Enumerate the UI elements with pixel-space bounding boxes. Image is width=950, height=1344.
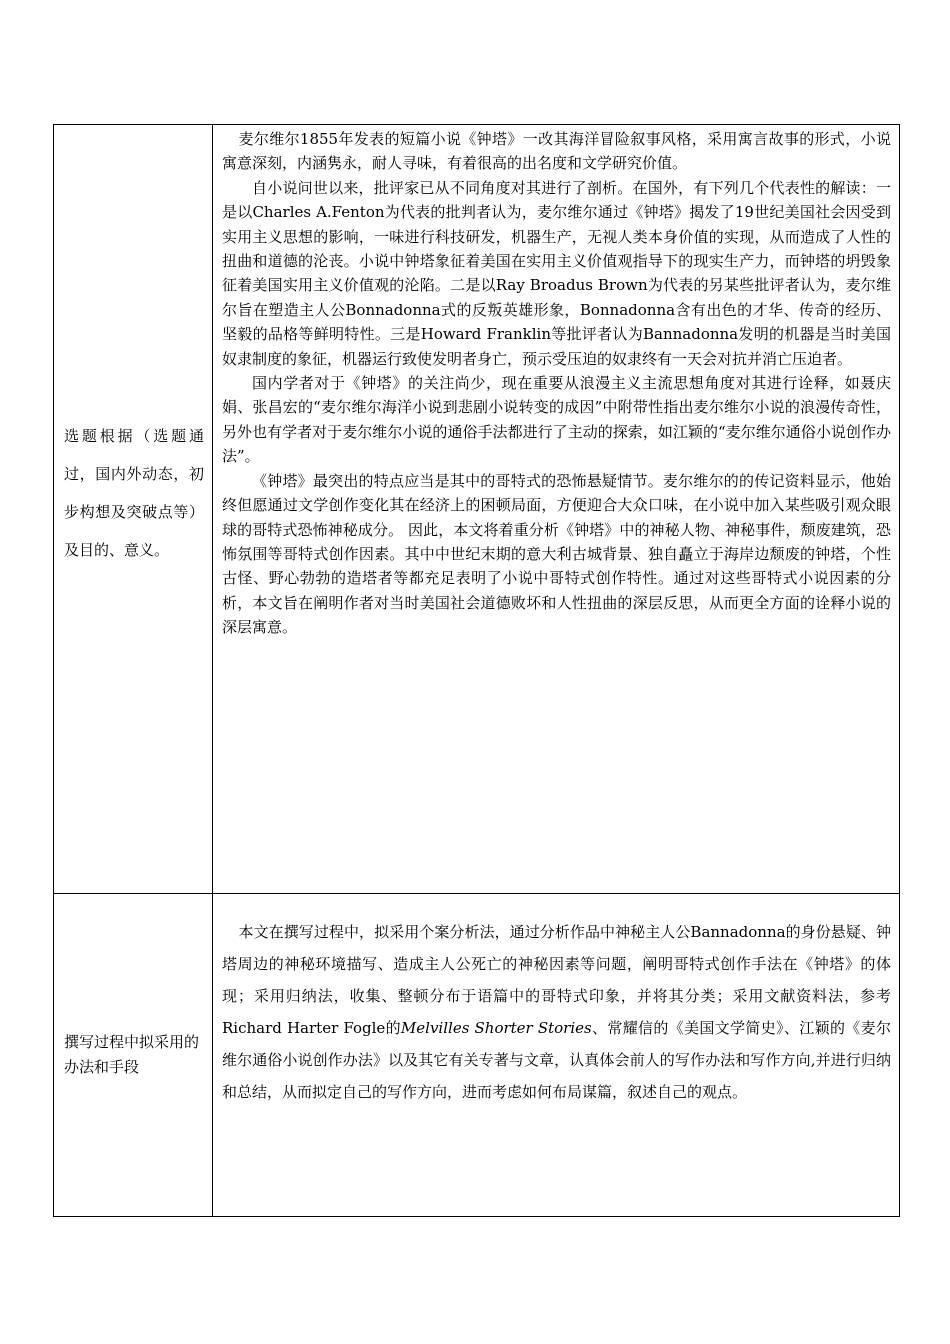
methods-label-cell [54,894,213,1217]
methods-content [213,894,899,1108]
topic-basis-row [54,125,900,894]
paragraph-foreign-criticism: 自小说问世以来，批评家已从不同角度对其进行了剖析。在国外，有下列几个代表性的解读：一是以Charles A.Fenton为代表的批判者认为，麦尔维尔通过《钟塔》揭发了19世纪美国社会因受到实用主义思想的影响，一味进行科技研发，机器生产，无视人类本身价值的实现，从而造成了人性的扭曲和道德的沦丧。小说中钟塔象征着美国在实用主义价值观指导下的现实生产力，而钟塔的坍毁象征着美国实用主义价值观的沦陷。二是以Ray Broadus Brown为代表的另某些批评者认为，麦尔维尔旨在塑造主人公Bonnadonna式的反叛英雄形象，Bonnadonna含有出色的才华、传奇的经历、坚毅的品格等鲜明特性。三是Howard Franklin等批评者认为Bannadonna发明的机器是当时美国奴隶制度的象征，机器运行致使发明者身亡，预示受压迫的奴隶终有一天会对抗并消亡压迫者。 [222,178,891,368]
methods-row [54,894,900,1217]
methods-text-part-1: 本文在撰写过程中，拟采用个案分析法，通过分析作品中神秘主人公Bannadonna的身份悬疑、钟塔周边的神秘环境描写、造成主人公死亡的神秘因素等问题，阐明哥特式创作手法在《钟塔》的体现；采用归纳法，收集、整顿分布于语篇中的哥特式印象，并将其分类；采用文献资料法，参考Richard Harter Fogle的 [222,923,891,1037]
proposal-form-table [53,124,900,1217]
topic-basis-content [213,125,899,640]
paragraph-intro: 麦尔维尔1855年发表的短篇小说《钟塔》一改其海洋冒险叙事风格，采用寓言故事的形式，小说寓意深刻，内涵隽永，耐人寻味，有着很高的出名度和文学研究价值。 [222,130,891,173]
methods-label: 撰写过程中拟采用的办法和手段 [64,1033,200,1076]
paragraph-domestic-criticism: 国内学者对于《钟塔》的关注尚少，现在重要从浪漫主义主流思想角度对其进行诠释，如聂庆娟、张昌宏的“麦尔维尔海洋小说到悲剧小说转变的成因”中附带性指出麦尔维尔小说的浪漫传奇性，另外也有学者对于麦尔维尔小说的通俗手法都进行了主动的探索，如江颖的“麦尔维尔通俗小说创作办法”。 [222,374,891,466]
topic-basis-label-cell [54,125,213,894]
topic-basis-content-cell [213,125,900,894]
methods-content-cell [213,894,900,1217]
topic-basis-label: 选题根据（选题通过，国内外动态，初步构想及突破点等）及目的、意义。 [64,427,204,559]
methods-text-part-2: 、常耀信的《美国文学简史》、江颖的《麦尔维尔通俗小说创作办法》以及其它有关专著与文章，认真体会前人的写作办法和写作方向,并进行归纳和总结，从而拟定自己的写作方向，进而考虑如何布局谋篇，叙述自己的观点。 [222,1019,891,1101]
paragraph-gothic-features: 《钟塔》最突出的特点应当是其中的哥特式的恐怖悬疑情节。麦尔维尔的的传记资料显示，他始终但愿通过文学创作变化其在经济上的困顿局面，方便迎合大众口味，在小说中加入某些吸引观众眼球的哥特式恐怖神秘成分。 因此，本文将着重分析《钟塔》中的神秘人物、神秘事件，颓废建筑，恐怖氛围等哥特式创作因素。其中中世纪末期的意大利古城背景、独自矗立于海岸边颓废的钟塔，个性古怪、野心勃勃的造塔者等都充足表明了小说中哥特式创作特性。通过对这些哥特式小说因素的分析，本文旨在阐明作者对当时美国社会道德败坏和人性扭曲的深层反思，从而更全方面的诠释小说的深层寓意。 [222,471,891,637]
methods-paragraph [222,916,891,1108]
book-title-italic: Melvilles Shorter Stories [400,1019,592,1037]
